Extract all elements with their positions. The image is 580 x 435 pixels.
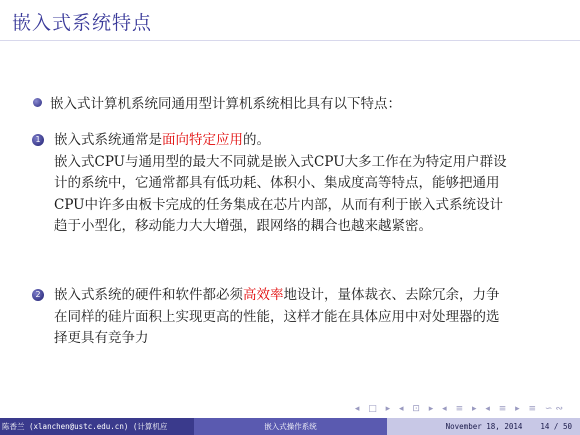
number-1-icon: 1 <box>32 134 44 146</box>
footer-bar <box>0 418 580 435</box>
item-1-line1-pre: 嵌入式系统通常是 <box>54 132 162 148</box>
title-divider <box>0 40 580 41</box>
item-1-rest: 嵌入式CPU与通用型的最大不同就是嵌入式CPU大多工作在为特定用户群设计的系统中，它通常都具有低功耗、体积小、集成度高等特点，能够把通用CPU中许多由板卡完成的任务集成在芯片内部，从而有利于嵌入式系统设计趋于小型化，移动能力大大增强，跟网络的耦合也越来越紧密。 <box>54 153 507 234</box>
footer-course: 嵌入式操作系统 <box>194 418 386 435</box>
number-2-icon: 2 <box>32 289 44 301</box>
item-2-highlight: 高效率 <box>243 287 284 303</box>
list-item-1 <box>32 130 509 238</box>
item-2-post: 地设计，量体裁衣、去除冗余，力争在同样的硅片面积上实现更高的性能，这样才能在具体应用中对处理器的选择更具有竞争力 <box>54 287 500 346</box>
footer-author: 陈香兰 (xlanchen@ustc.edu.cn) (计算机应 <box>0 418 194 435</box>
slide-title: 嵌入式系统特点 <box>12 12 153 34</box>
item-1-line1-post: 的。 <box>243 132 270 148</box>
bullet-dot-icon <box>33 98 42 107</box>
item-1-body <box>54 130 509 238</box>
item-2-body <box>54 285 509 350</box>
footer-date-page <box>387 418 580 435</box>
beamer-nav-symbols[interactable]: ◂ □ ▸ ◂ ⊡ ▸ ◂ ≡ ▸ ◂ ≡ ▸ ≡ ∽∾ <box>354 404 566 414</box>
footer-date: November 18, 2014 <box>445 422 523 431</box>
item-2-pre: 嵌入式系统的硬件和软件都必须 <box>54 287 243 303</box>
item-1-highlight: 面向特定应用 <box>162 132 243 148</box>
list-item-2 <box>32 285 509 350</box>
intro-bullet <box>33 92 401 112</box>
footer-page: 14 / 50 <box>540 422 572 431</box>
intro-text: 嵌入式计算机系统同通用型计算机系统相比具有以下特点： <box>50 96 401 112</box>
